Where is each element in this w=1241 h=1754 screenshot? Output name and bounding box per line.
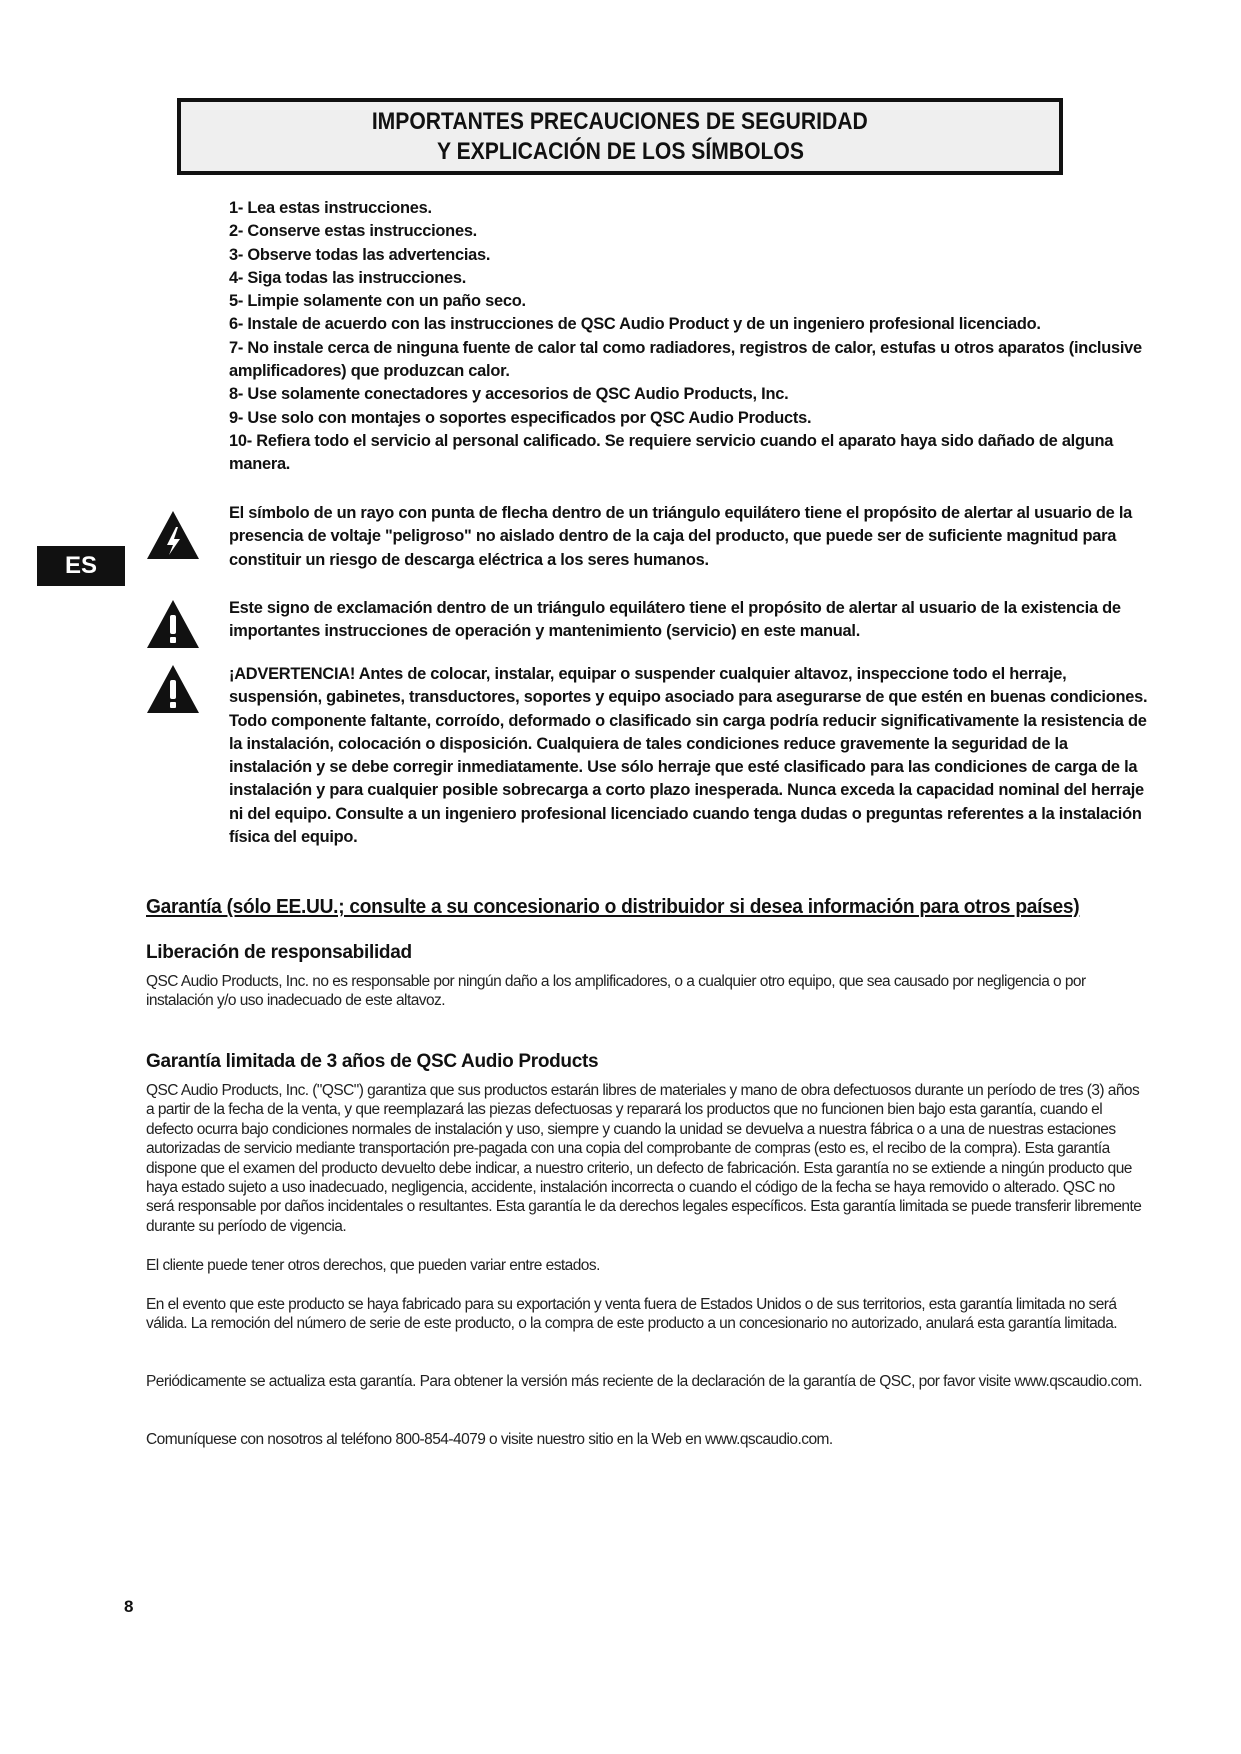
limited-warranty-title: Garantía limitada de 3 años de QSC Audio Products: [146, 1051, 599, 1072]
exclamation-warning-icon: [145, 663, 201, 715]
safety-instructions-list: [229, 197, 1149, 477]
list-item: 10- Refiera todo el servicio al personal calificado. Se requiere servicio cuando el aparato haya sido dañado de alguna manera.: [229, 431, 1114, 474]
warranty-heading: Garantía (sólo EE.UU.; consulte a su concesionario o distribuidor si desea información para otros países): [146, 895, 1080, 918]
lightning-warning-icon: [145, 509, 201, 561]
liability-text: QSC Audio Products, Inc. no es responsable por ningún daño a los amplificadores, o a cualquier otro equipo, que sea causado por negligencia o por instalación y/o uso inadecuado de este altavoz.: [146, 973, 1086, 1010]
page-title-line-2: Y EXPLICACIÓN DE LOS SÍMBOLOS: [436, 137, 804, 165]
contact-text: Comuníquese con nosotros al teléfono 800-854-4079 o visite nuestro sitio en la Web en www.qscaudio.com.: [146, 1431, 833, 1448]
liability-title: Liberación de responsabilidad: [146, 942, 412, 963]
language-tab: ES: [37, 546, 125, 586]
list-item: 6- Instale de acuerdo con las instrucciones de QSC Audio Product y de un ingeniero profesional licenciado.: [229, 315, 1041, 334]
lightning-symbol-text: El símbolo de un rayo con punta de flecha dentro de un triángulo equilátero tiene el propósito de alertar al usuario de la presencia de voltaje "peligroso" no aislado dentro de la caja del producto, que puede ser de suficiente magnitud para constituir un riesgo de descarga eléctrica a los seres humanos.: [229, 504, 1133, 569]
limited-warranty-text: QSC Audio Products, Inc. ("QSC") garantiza que sus productos estarán libres de materiales y mano de obra defectuosos durante un período de tres (3) años a partir de la fecha de la venta, y que reemplazará las piezas defectuosas y reparará los productos que no funcionen bien bajo esta garantía, cuando el defecto ocurra bajo condiciones normales de instalación y uso, siempre y cuando la unidad se devuelva a nuestra fábrica o a una de nuestras estaciones autorizadas de servicio mediante transportación pre-pagada con una copia del comprobante de compras (esto es, el recibo de la compra). Esta garantía dispone que el examen del producto devuelto debe indicar, a nuestro criterio, un defecto de fabricación. Esta garantía no se extiende a ningún producto que haya estado sujeto a uso inadecuado, negligencia, accidente, instalación incorrecta o cuando el código de la fecha se haya removido o alterado. QSC no será responsable por daños incidentales o resultantes. Esta garantía le da derechos legales específicos. Esta garantía limitada se puede transferir libremente durante su período de vigencia.: [146, 1082, 1142, 1235]
list-item: 2- Conserve estas instrucciones.: [229, 222, 477, 241]
warning-text: ¡ADVERTENCIA! Antes de colocar, instalar, equipar o suspender cualquier altavoz, inspeccione todo el herraje, suspensión, gabinetes, transductores, soportes y equipo asociado para asegurarse de que estén en buenas condiciones. Todo componente faltante, corroído, deformado o clasificado sin carga podría reducir significativamente la resistencia de la instalación, colocación o disposición. Cualquiera de tales condiciones reduce gravemente la seguridad de la instalación y se debe corregir inmediatamente. Use sólo herraje que esté clasificado para las condiciones de carga de la instalación y para cualquier posible sobrecarga a corto plazo inesperada. Nunca exceda la capacidad nominal del herraje ni del equipo. Consulte a un ingeniero profesional licenciado cuando tenga dudas o preguntas referentes a la instalación física del equipo.: [229, 665, 1148, 847]
list-item: 1- Lea estas instrucciones.: [229, 199, 432, 217]
list-item: 8- Use solamente conectadores y accesorios de QSC Audio Products, Inc.: [229, 385, 789, 404]
page-title-line-1: IMPORTANTES PRECAUCIONES DE SEGURIDAD: [372, 107, 868, 135]
rights-text: El cliente puede tener otros derechos, que pueden variar entre estados.: [146, 1257, 600, 1274]
title-box: [177, 98, 1063, 175]
list-item: 7- No instale cerca de ninguna fuente de calor tal como radiadores, registros de calor, estufas u otros aparatos (inclusive amplificadores) que produzcan calor.: [229, 338, 1142, 381]
list-item: 4- Siga todas las instrucciones.: [229, 268, 467, 287]
page-number: 8: [124, 1597, 134, 1616]
exclamation-warning-icon: [145, 598, 201, 650]
update-text: Periódicamente se actualiza esta garantía. Para obtener la versión más reciente de la declaración de la garantía de QSC, por favor visite www.qscaudio.com.: [146, 1373, 1143, 1390]
list-item: 3- Observe todas las advertencias.: [229, 245, 491, 264]
exclamation-symbol-text: Este signo de exclamación dentro de un triángulo equilátero tiene el propósito de alertar al usuario de la existencia de importantes instrucciones de operación y mantenimiento (servicio) en este manual.: [229, 599, 1121, 641]
list-item: 9- Use solo con montajes o soportes especificados por QSC Audio Products.: [229, 408, 812, 427]
export-text: En el evento que este producto se haya fabricado para su exportación y venta fuera de Estados Unidos o de sus territorios, esta garantía limitada no será válida. La remoción del número de serie de este producto, o la compra de este producto a un concesionario no autorizado, anulará esta garantía limitada.: [146, 1296, 1118, 1333]
list-item: 5- Limpie solamente con un paño seco.: [229, 292, 526, 311]
